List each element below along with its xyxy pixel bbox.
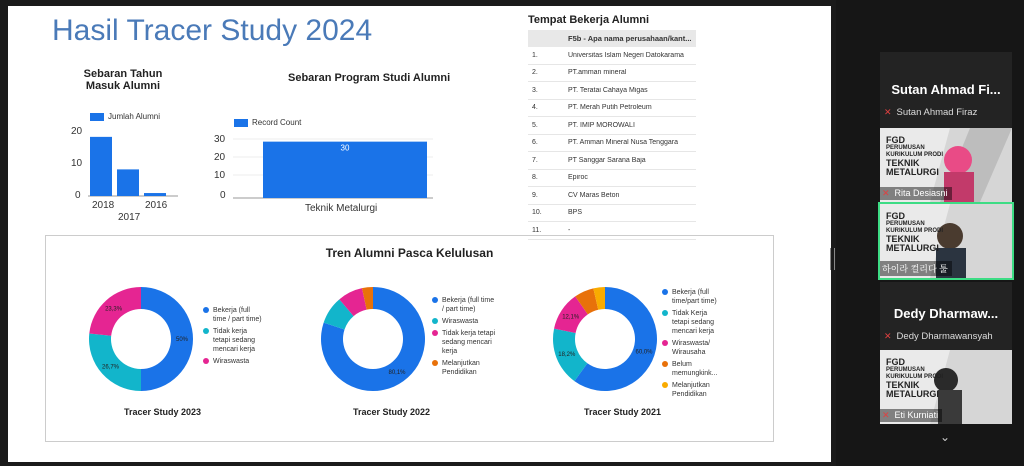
trend-title: Tren Alumni Pasca Kelulusan	[325, 246, 494, 260]
donut-caption: Tracer Study 2023	[124, 407, 202, 417]
slice-label: 50%	[175, 337, 189, 343]
table-row	[528, 170, 696, 188]
legend-item	[432, 317, 496, 326]
row-company: BPS	[568, 209, 583, 217]
row-company: PT.amman mineral	[568, 69, 627, 77]
legend-label: Bekerja (full time / part time)	[213, 307, 262, 323]
table-row	[528, 117, 696, 135]
legend-label: Tidak Kerja tetapi sedang mencari kerja	[672, 310, 715, 335]
table-title: Tempat Bekerja Alumni	[528, 14, 650, 26]
legend-item	[203, 357, 265, 366]
tick-label: 10	[71, 158, 83, 169]
year-chart-title-line1: Sebaran Tahun	[83, 68, 163, 80]
banner-line: PERUMUSAN	[886, 221, 925, 227]
banner-line: METALURGI	[886, 167, 939, 177]
bar	[117, 169, 139, 196]
slice-label: 26,7%	[101, 364, 120, 371]
participant-video[interactable]	[880, 128, 1012, 202]
tick-label: Teknik Metalurgi	[305, 203, 378, 214]
donut-2021	[550, 284, 660, 394]
mic-muted-icon: ✕	[884, 107, 892, 117]
legend-dot	[432, 297, 438, 303]
row-company: PT. Merah Putih Petroleum	[568, 104, 652, 112]
banner-line: PERUMUSAN	[886, 145, 925, 151]
table-row	[528, 135, 696, 153]
legend-dot	[662, 382, 668, 388]
slice-label: 18,2%	[558, 351, 576, 358]
slice-label: 60,0%	[635, 349, 653, 356]
mic-muted-icon: ✕	[882, 410, 890, 420]
banner-line: TEKNIK	[886, 158, 920, 168]
legend-label: Melanjutkan Pendidikan	[672, 382, 710, 398]
participant-video[interactable]	[880, 350, 1012, 424]
video-name-label	[880, 187, 952, 200]
banner-line: KURIKULUM PRODI	[886, 374, 943, 380]
table-row	[528, 82, 696, 100]
donut-2022	[318, 284, 428, 394]
donut-caption: Tracer Study 2022	[353, 407, 431, 417]
legend-dot	[203, 307, 209, 313]
table-row	[528, 152, 696, 170]
legend-label: Tidak kerja tetapi sedang mencari kerja	[213, 328, 256, 353]
fgd-banner	[886, 136, 943, 177]
panel-resize-handle[interactable]	[830, 248, 835, 270]
tick-label: 0	[75, 190, 81, 201]
program-bar-chart	[233, 134, 433, 200]
legend-label: Jumlah Alumni	[108, 112, 161, 121]
video-name: Eti Kurniati	[894, 410, 939, 420]
slice-label: 12,1%	[562, 314, 580, 321]
slice-label: 23,3%	[105, 306, 123, 313]
presentation-slide	[8, 6, 831, 462]
tick-label: 20	[71, 126, 83, 137]
row-number: 6.	[532, 139, 538, 147]
row-company: PT. IMIP MOROWALI	[568, 121, 635, 129]
year-bar-chart	[88, 126, 178, 198]
participant-subtitle	[880, 331, 1012, 342]
participants-panel	[836, 0, 1024, 466]
participant-tile[interactable]	[880, 52, 1012, 128]
legend-label: Belum memungkink...	[672, 361, 718, 377]
row-company: Epiroc	[568, 174, 588, 182]
participant-name: Dedy Dharmaw...	[893, 306, 999, 321]
tick-label: 2016	[145, 200, 168, 211]
video-name-label: 하이라 컬리다 툴	[880, 261, 952, 276]
row-company: -	[568, 226, 571, 234]
donut-2023	[86, 284, 196, 394]
row-number: 8.	[532, 174, 538, 182]
row-number: 4.	[532, 104, 538, 112]
donut-caption: Tracer Study 2021	[584, 407, 662, 417]
tick-label: 2018	[92, 200, 115, 211]
banner-line: METALURGI	[886, 243, 939, 253]
participant-full-name: Dedy Dharmawansyah	[896, 331, 993, 342]
row-number: 10.	[532, 209, 542, 217]
legend-label: Melanjutkan Pendidikan	[442, 360, 480, 376]
banner-line: KURIKULUM PRODI	[886, 228, 943, 234]
row-number: 9.	[532, 191, 538, 199]
table-row	[528, 205, 696, 223]
tick-label: 0	[220, 190, 226, 201]
participant-subtitle	[880, 107, 1012, 118]
video-name-label	[880, 409, 942, 422]
bar	[90, 137, 112, 196]
participant-video-active[interactable]	[880, 204, 1012, 278]
participant-full-name: Sutan Ahmad Firaz	[896, 107, 978, 118]
legend-dot	[662, 361, 668, 367]
donut-2022-legend	[432, 296, 496, 380]
legend-item	[432, 296, 496, 314]
tick-label: 20	[214, 152, 226, 163]
legend-label: Bekerja (full time/part time)	[672, 289, 717, 305]
legend-dot	[662, 289, 668, 295]
legend-item	[203, 327, 265, 354]
fgd-banner	[886, 358, 943, 399]
row-company: Universitas Islam Negeri Datokarama	[568, 51, 684, 59]
fgd-banner	[886, 212, 943, 253]
row-number: 11.	[532, 226, 542, 234]
bar-value-label: 30	[340, 143, 350, 153]
legend-item	[662, 381, 726, 399]
table-header: F5b - Apa nama perusahaan/kant...	[528, 30, 696, 47]
row-number: 2.	[532, 69, 538, 77]
legend-item	[662, 360, 726, 378]
tick-label: 2017	[118, 212, 141, 223]
banner-line: METALURGI	[886, 389, 939, 399]
video-name: Rita Desiasni	[894, 188, 948, 198]
legend-dot	[432, 360, 438, 366]
banner-line: PERUMUSAN	[886, 367, 925, 373]
banner-line: TEKNIK	[886, 234, 920, 244]
legend-label: Wiraswasta/ Wirausaha	[672, 340, 711, 356]
participant-name: Sutan Ahmad Fi...	[891, 82, 1001, 97]
banner-line: FGD	[886, 211, 905, 221]
bar	[144, 193, 166, 196]
program-chart-title: Sebaran Program Studi Alumni	[288, 72, 451, 84]
year-chart-legend	[90, 112, 160, 121]
legend-label: Wiraswasta	[442, 318, 479, 325]
legend-dot	[662, 310, 668, 316]
donut-2023-legend	[203, 306, 265, 369]
legend-swatch	[234, 119, 248, 127]
row-number: 5.	[532, 121, 538, 129]
legend-dot	[203, 358, 209, 364]
tick-label: 30	[214, 134, 226, 145]
row-number: 3.	[532, 86, 538, 94]
legend-item	[203, 306, 265, 324]
year-chart-title	[78, 68, 168, 92]
row-company: PT Sanggar Sarana Baja	[568, 156, 646, 164]
donut-slice	[89, 333, 141, 391]
legend-label: Bekerja (full time / part time)	[442, 297, 495, 313]
tick-label: 10	[214, 170, 226, 181]
row-number: 7.	[532, 156, 538, 164]
table-row	[528, 47, 696, 65]
legend-label: Record Count	[252, 118, 302, 127]
row-company: PT. Teratai Cahaya Migas	[568, 86, 648, 94]
donut-2021-legend	[662, 288, 726, 402]
chevron-down-icon[interactable]: ⌄	[940, 430, 951, 444]
legend-item	[432, 329, 496, 356]
participant-tile[interactable]	[880, 282, 1012, 352]
legend-label: Tidak kerja tetapi sedang mencari kerja	[442, 330, 496, 355]
employer-table	[528, 30, 696, 240]
table-row	[528, 187, 696, 205]
row-number: 1.	[532, 51, 538, 59]
banner-line: FGD	[886, 357, 905, 367]
table-row	[528, 65, 696, 83]
legend-item	[432, 359, 496, 377]
year-chart-title-line2: Masuk Alumni	[85, 80, 161, 92]
banner-line: TEKNIK	[886, 380, 920, 390]
legend-dot	[203, 328, 209, 334]
program-chart-legend	[234, 118, 301, 127]
legend-item	[662, 309, 726, 336]
mic-muted-icon: ✕	[882, 188, 890, 198]
banner-line: FGD	[886, 135, 905, 145]
trend-panel	[45, 235, 774, 442]
legend-dot	[432, 330, 438, 336]
mic-muted-icon: ✕	[884, 331, 892, 341]
slice-label: 80,1%	[388, 370, 406, 377]
legend-dot	[432, 318, 438, 324]
legend-item	[662, 288, 726, 306]
legend-label: Wiraswasta	[213, 358, 250, 365]
legend-swatch	[90, 113, 104, 121]
table-row	[528, 100, 696, 118]
legend-dot	[662, 340, 668, 346]
legend-item	[662, 339, 726, 357]
row-company: PT. Amman Mineral Nusa Tenggara	[568, 139, 678, 147]
slide-title: Hasil Tracer Study 2024	[52, 14, 373, 47]
row-company: CV Maras Beton	[568, 191, 620, 199]
banner-line: KURIKULUM PRODI	[886, 152, 943, 158]
